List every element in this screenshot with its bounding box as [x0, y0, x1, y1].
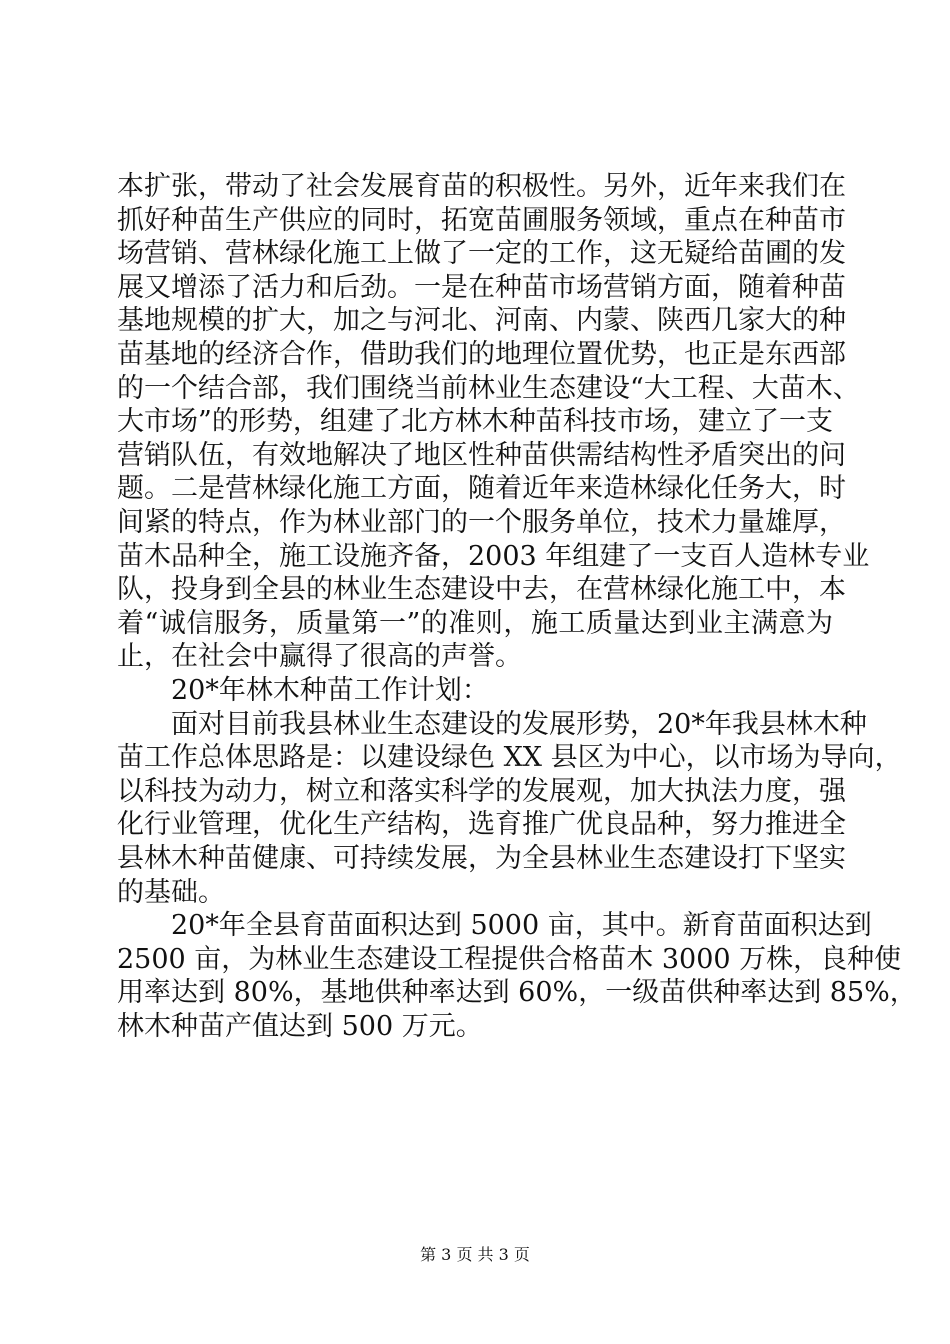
body-line: 20*年全县育苗面积达到 5000 亩，其中。新育苗面积达到: [117, 910, 872, 942]
body-line: 队，投身到全县的林业生态建设中去，在营林绿化施工中，本: [117, 574, 846, 606]
body-line: 着“诚信服务，质量第一”的准则，施工质量达到业主满意为: [117, 607, 833, 639]
body-line: 县林木种苗健康、可持续发展，为全县林业生态建设打下坚实: [117, 843, 846, 874]
body-line: 题。二是营林绿化施工方面，随着近年来造林绿化任务大，时: [117, 473, 846, 505]
body-line: 20*年林木种苗工作计划：: [117, 675, 489, 706]
body-line: 苗木品种全，施工设施齐备，2003 年组建了一支百人造林专业: [117, 540, 870, 572]
body-line: 2500 亩，为林业生态建设工程提供合格苗木 3000 万株，良种使: [117, 943, 902, 975]
body-line: 以科技为动力，树立和落实科学的发展观，加大执法力度，强: [117, 775, 846, 807]
body-line: 本扩张，带动了社会发展育苗的积极性。另外，近年来我们在: [117, 171, 846, 202]
body-line: 化行业管理，优化生产结构，选育推广优良品种，努力推进全: [117, 809, 846, 841]
body-line: 林木种苗产值达到 500 万元。: [117, 1011, 483, 1042]
body-line: 苗基地的经济合作，借助我们的地理位置优势，也正是东西部: [117, 339, 846, 370]
body-line: 抓好种苗生产供应的同时，拓宽苗圃服务领域，重点在种苗市: [117, 204, 846, 236]
body-line: 大市场”的形势，组建了北方林木种苗科技市场，建立了一支: [117, 406, 833, 438]
body-line: 止，在社会中赢得了很高的声誉。: [117, 641, 522, 673]
body-line: 用率达到 80%，基地供种率达到 60%，一级苗供种率达到 85%，: [117, 977, 917, 1009]
body-line: 间紧的特点，作为林业部门的一个服务单位，技术力量雄厚，: [117, 507, 846, 538]
body-line: 面对目前我县林业生态建设的发展形势，20*年我县林木种: [117, 708, 867, 740]
body-line: 展又增添了活力和后劲。一是在种苗市场营销方面，随着种苗: [117, 271, 846, 303]
body-line: 的一个结合部，我们围绕当前林业生态建设“大工程、大苗木、: [117, 372, 860, 404]
body-line: 场营销、营林绿化施工上做了一定的工作，这无疑给苗圃的发: [117, 238, 846, 270]
body-line: 营销队伍，有效地解决了地区性种苗供需结构性矛盾突出的问: [117, 439, 846, 471]
body-line: 苗工作总体思路是：以建设绿色 XX 县区为中心，以市场为导向，: [117, 742, 902, 774]
body-line: 的基础。: [117, 876, 225, 908]
page-footer: 第 3 页 共 3 页: [420, 1245, 530, 1264]
body-line: 基地规模的扩大，加之与河北、河南、内蒙、陕西几家大的种: [117, 305, 846, 337]
